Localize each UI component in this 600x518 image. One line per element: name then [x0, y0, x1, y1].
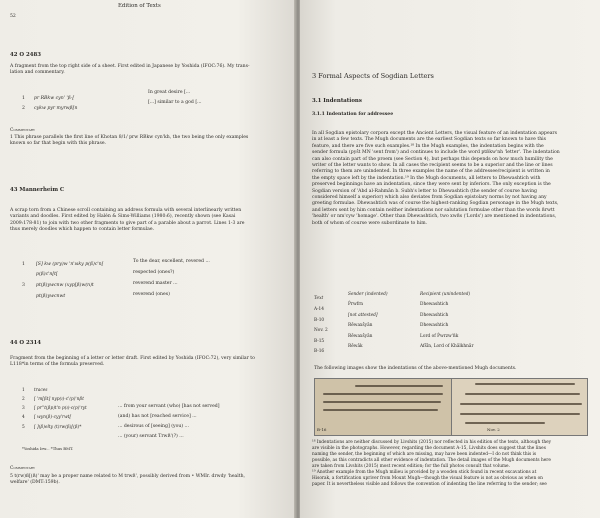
table-header-text: Text	[314, 296, 324, 301]
section-42-intro	[10, 64, 250, 77]
script-stroke	[465, 422, 545, 424]
row-num: 1	[22, 262, 25, 267]
body-line: considered himself a superior) which also deviates from Sogdian epistolary norms by not having any	[312, 195, 547, 201]
table-cell: B-15	[314, 339, 325, 344]
commentary-line: 5 t(rw)ß[(ß)' may be a proper name related to M trwß', possibly derived from • WMIr. drwdy 'health,	[10, 474, 246, 479]
right-page	[300, 0, 600, 518]
table-cell: Dhewashtich	[420, 323, 449, 328]
table-header-sender: Sender (indented)	[348, 292, 388, 297]
commentary-label: Commentary	[10, 466, 35, 471]
footnote-line: ¹⁸ Indentations are neither discussed by Livshits (2015) nor reflected in his edition of the texts, although they	[312, 440, 552, 445]
table-cell: Rēwāk	[348, 344, 363, 349]
footnote-line: possible, as this contradicts all other evidence of indentation. The detail images of the Mugh documents here	[312, 458, 551, 463]
left-page	[0, 0, 296, 518]
intro-line: lation and commentary.	[10, 70, 65, 76]
row-num: 2	[22, 106, 25, 111]
script-stroke	[323, 393, 443, 395]
footnote-line: paper. It is nevertheless visible and follows the convention of indenting the line referring to the sender; see	[312, 482, 547, 487]
script-stroke	[355, 385, 443, 387]
intro-line: Fragment from the beginning of a letter or letter draft. First edited by Yoshida (IFOC:72), very similar to	[10, 356, 255, 361]
sogdian-line: [ wyn(ß)-cyy'rwt[	[34, 415, 72, 420]
intro-line: A fragment from the top right side of a sheet. First edited in Japanese by Yoshida (IFOC:76). My trans-	[10, 64, 250, 69]
commentary-line: known so far that begin with this phrase.	[10, 141, 107, 147]
document-photo-b16	[315, 379, 451, 435]
sogdian-line: pt(ß)ywcnwt	[36, 294, 66, 299]
mugh-documents-images	[314, 378, 588, 436]
table-cell: Rēwaxšyān	[348, 334, 373, 339]
footnotes	[312, 440, 551, 488]
intro-line: L118*in terms of the formula preserved.	[10, 362, 105, 368]
footnote-line: naming the sender, the beginning of which are missing, may have been indented—I do not think this is	[312, 452, 537, 457]
footnote-text: *Yoshida Irw... *Thus BMT.	[22, 446, 74, 451]
body-line: feature, and there are five such examples.¹⁸ In the Mugh examples, the indentation begins with the	[312, 143, 544, 149]
commentary-line: 1 This phrase parallels the first line of Khotan 8/1/ prw RBkw cyn'kh, the two being the only examples	[10, 135, 249, 140]
table-cell: [not attested]	[348, 313, 378, 318]
intro-line: A scrap torn from a Chinese scroll containing an address formula with several interlinearly written	[10, 208, 242, 213]
table-cell: Rēwaxšyān	[348, 323, 373, 328]
table-cell: B-16	[314, 349, 325, 354]
row-num: 3	[22, 283, 25, 288]
section-43-intro	[10, 208, 245, 234]
body-line: greeting formulae. Dhewashtich was of course the highest-ranking Sogdian personage in the Mugh texts,	[312, 201, 559, 207]
intro-line: thus merely doodles which happen to contain letter formulae.	[10, 227, 155, 233]
body-line: the empty space left by the indentation.¹⁹ In the Mugh documents, all letters to Dhewashtich with	[312, 175, 541, 181]
footnote-line: ¹⁹ Another example from the Mugh milieu is provided by a wooden stick found in recent excavations at	[312, 470, 537, 475]
row-num: 2	[22, 397, 25, 402]
table-cell: B-10	[314, 318, 325, 323]
table-cell: A-14	[314, 307, 325, 312]
body-line: in at least a few texts. The Mugh documents are the earliest Sogdian texts so far known to have this	[312, 137, 546, 143]
chapter-title: 3 Formal Aspects of Sogdian Letters	[312, 72, 434, 80]
page-number: 52	[10, 14, 16, 19]
script-stroke	[465, 393, 580, 395]
table-cell: Lord of Ṗwrzw'ßk	[420, 334, 459, 339]
footnote-line: are visible in the photographs. However, regarding the document A-15, Livshits does suggest that the lines	[312, 446, 546, 451]
body-line: preserved beginnings have an indentation, since they were sent by inferiors. The only exception is the	[312, 182, 551, 188]
section-44-intro	[10, 356, 255, 369]
sogdian-line: p(ß)c'n[t[	[36, 272, 58, 277]
section-id-43: 43 Mannerheim C	[10, 187, 65, 193]
intro-line: variants and doodles. First edited by Halén & Sims-Williams (1980:6), recently shown (see Kasai	[10, 214, 236, 220]
table-cell: Dhewashtich	[420, 302, 449, 307]
body-line: Sogdian version of 'Abd al-Rahmān b. Subh's letter to Dhewashtich (the sender of course having	[312, 188, 537, 194]
section-42-commentary	[10, 135, 248, 148]
photo-divider	[451, 379, 452, 435]
document-photo-nov2	[452, 379, 587, 435]
body-line: both of whom of course were subordinate to him.	[312, 220, 428, 226]
script-stroke	[475, 383, 575, 385]
sogdian-line: [ ](ß)elty (t)rw(ß)[(ß)*	[34, 425, 82, 430]
subsection-title: 3.1.1 Indentation for addressee	[312, 112, 394, 117]
body-line: In all Sogdian epistolary corpora except the Ancient Letters, the visual feature of an indentation appears	[312, 131, 557, 136]
sogdian-line: [ pr''t(ßp)t'n p(ı)-c(p)'ryt	[34, 406, 87, 411]
commentary-line: welfare' (DMT:159b).	[10, 480, 60, 486]
translation-line: ... (your) servant Trwß'(?) ...	[118, 434, 184, 439]
body-line: writer of the letter wants to show. In all cases the recipient seems to be a superior and the line or lines	[312, 163, 553, 169]
section-title: 3.1 Indentations	[312, 98, 362, 104]
sogdian-line: pt(ß)ywcnw (xyp[ß)w(n)t	[36, 283, 94, 288]
body-text	[312, 131, 560, 227]
table-cell: Ṗrwfrn	[348, 302, 364, 307]
sogdian-line: cykw pyr myrwß[n	[34, 106, 78, 111]
script-stroke	[460, 413, 580, 415]
table-cell: Nov. 2	[314, 328, 328, 333]
sogdian-line: [ 'm[ßt] nyp(ı)-c'(p)'nßt	[34, 397, 84, 402]
translation-line: [...] similar to a god [...	[148, 100, 202, 105]
body-line: sender formula (pyšt MN 'sent from') and continues to include the word ptßkw'nh 'letter'. The indentation	[312, 150, 560, 156]
row-num: 3	[22, 406, 25, 411]
sogdian-line: traces	[34, 388, 48, 393]
section-id-44: 44 O 2314	[10, 340, 41, 346]
footnote-line: are taken from Livshits (2015) most recent edition; for the full photos consult that volume.	[312, 464, 510, 469]
section-44-commentary	[10, 474, 245, 487]
script-stroke	[460, 403, 582, 405]
script-stroke	[323, 401, 441, 403]
section-id-42: 42 O 2483	[10, 52, 41, 58]
image-label-nov2: Nov. 2	[487, 427, 500, 432]
footnote-line: Hisorak, a fortification upriver from Mount Mugh—though the visual feature is not as obvious as when on	[312, 476, 543, 481]
sogdian-line: pr RBkw cyn' 'ß-[	[34, 96, 75, 101]
body-line: and letters sent by him contain neither indentations nor salutation formulae other than the words ßrwtt	[312, 207, 555, 213]
body-line: can also contain part of the proem (see Section 4), but perhaps this depends on how much humility the	[312, 156, 553, 162]
body-line: 'health' or nm'cyw 'homage'. Other than Dhewashtich, two xwßs ('Lords') are mentioned in indentations,	[312, 214, 557, 220]
row-num: 5	[22, 425, 25, 430]
translation-line: (and) has not [reached service] ...	[118, 414, 197, 419]
translation-line: To the dear, excellent, revered ...	[133, 259, 210, 264]
commentary-label: Commentary	[10, 128, 35, 133]
translation-line: respected (ones?)	[133, 270, 175, 275]
sogdian-line: [S] kw (pry)w 'n'ısky p(ß)c'n[	[36, 262, 104, 267]
running-head: Edition of Texts	[118, 3, 161, 9]
translation-line: reverend (ones)	[133, 292, 170, 297]
table-cell: Dhewashtich	[420, 313, 449, 318]
script-stroke	[323, 409, 438, 411]
translation-line: ... from your servant (who) [has not served]	[118, 404, 220, 409]
images-caption: The following images show the indentations of the above-mentioned Mugh documents.	[314, 366, 517, 371]
body-line: referring to them are unindented. In three examples the name of the addressee/recipient is written in	[312, 169, 550, 175]
table-header-recipient: Recipient (unindented)	[420, 292, 471, 297]
image-label-b16: B-16	[317, 427, 327, 432]
table-cell: Afšīn, Lord of Khālkhnār	[420, 344, 474, 349]
translation-line: In great desire [...	[148, 90, 191, 95]
row-num: 4	[22, 415, 25, 420]
translation-line: reverend master ...	[133, 281, 178, 286]
row-num: 1	[22, 388, 25, 393]
row-num: 1	[22, 96, 25, 101]
intro-line: 2009:178-81) to join with two other fragments to give part of a parable about a parrot. Lines 1-3 are	[10, 220, 245, 226]
translation-line: ... desirous of [seeing] (you) ...	[118, 424, 189, 429]
